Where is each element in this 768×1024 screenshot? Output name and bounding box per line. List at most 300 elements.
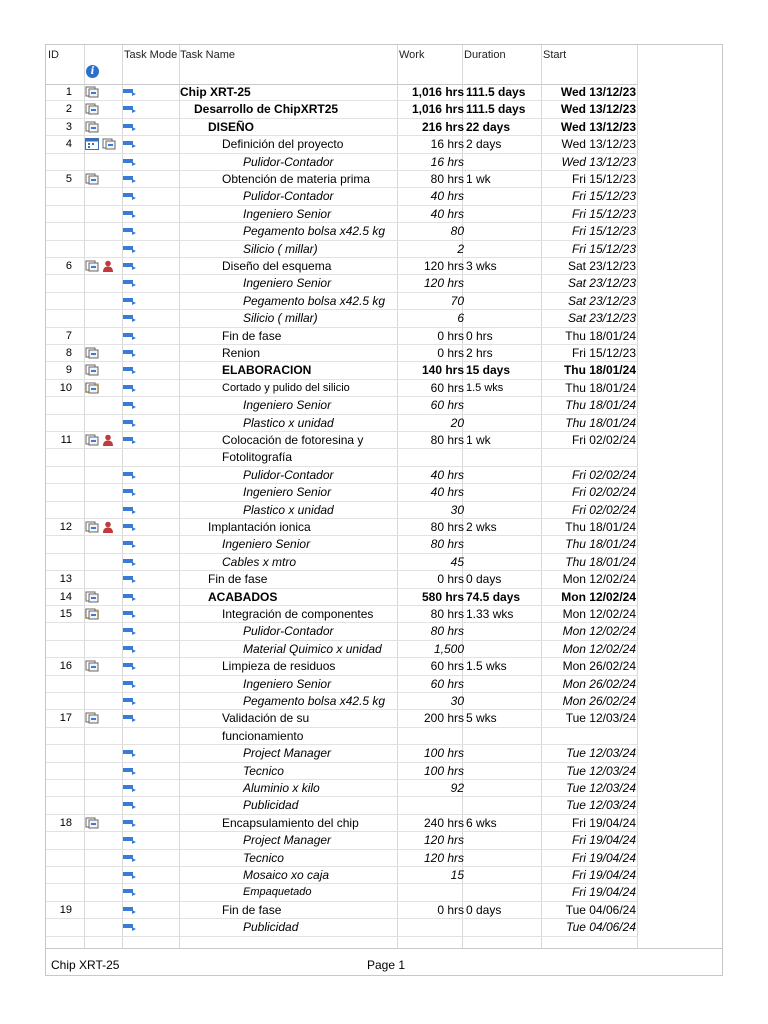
row-id: 7 <box>65 329 72 342</box>
auto-schedule-icon[interactable] <box>123 488 137 497</box>
row-id: 8 <box>65 347 72 359</box>
row-task-name[interactable]: Aluminio x kilo <box>243 781 320 795</box>
auto-schedule-icon[interactable] <box>123 714 137 723</box>
row-start: Tue 12/03/24 <box>566 763 636 778</box>
row-work: 40 hrs <box>430 206 464 221</box>
row-work: 16 hrs <box>430 154 464 169</box>
row-start: Mon 12/02/24 <box>561 589 636 604</box>
row-start: Fri 19/04/24 <box>571 815 636 830</box>
task-icon[interactable] <box>85 173 99 185</box>
row-task-name[interactable]: Integración de componentes <box>222 607 374 621</box>
row-work: 1,016 hrs <box>411 102 464 117</box>
table-row[interactable] <box>46 101 638 118</box>
task-icon[interactable] <box>85 591 99 603</box>
row-start: Tue 04/06/24 <box>566 920 636 935</box>
row-start: Fri 15/12/23 <box>571 206 636 221</box>
row-id: 4 <box>65 138 72 151</box>
row-start: Fri 02/02/24 <box>571 467 636 482</box>
row-duration: 74.5 days <box>466 589 521 604</box>
row-start: Fri 19/04/24 <box>571 850 636 865</box>
header-start[interactable]: Start <box>543 49 567 61</box>
row-work: 240 hrs <box>423 815 464 830</box>
row-work: 580 hrs <box>421 589 464 604</box>
row-id: 10 <box>59 381 72 394</box>
row-start: Fri 19/04/24 <box>571 868 636 882</box>
row-work: 15 <box>450 868 464 882</box>
row-start: Wed 13/12/23 <box>560 102 636 117</box>
table-row[interactable] <box>46 606 638 623</box>
row-start: Thu 18/01/24 <box>565 328 636 343</box>
auto-schedule-icon[interactable] <box>123 419 137 428</box>
row-work: 6 <box>457 311 464 326</box>
info-icon[interactable]: i <box>86 65 99 78</box>
row-task-name[interactable]: Cortado y pulido del silicio <box>222 381 350 394</box>
row-id: 1 <box>65 86 72 98</box>
row-task-name[interactable]: Limpieza de residuos <box>222 659 336 674</box>
task-icon[interactable] <box>85 712 99 724</box>
table-row[interactable] <box>46 380 638 397</box>
auto-schedule-icon[interactable] <box>123 245 137 254</box>
row-duration: 1.33 wks <box>466 607 514 621</box>
row-duration: 1 wk <box>466 433 491 447</box>
row-start: Sat 23/12/23 <box>567 259 636 273</box>
row-start: Fri 15/12/23 <box>571 241 636 256</box>
auto-schedule-icon[interactable] <box>123 506 137 515</box>
row-duration: 1.5 wks <box>466 659 507 674</box>
row-duration: 111.5 days <box>466 102 526 117</box>
table-row[interactable] <box>46 154 638 171</box>
row-task-name[interactable]: Publicidad <box>243 920 299 935</box>
table-row[interactable] <box>46 554 638 571</box>
row-task-name[interactable]: Ingeniero Senior <box>243 276 332 291</box>
row-work: 140 hrs <box>421 363 464 378</box>
row-work: 120 hrs <box>423 833 464 848</box>
row-duration: 111.5 days <box>466 85 526 99</box>
row-start: Sat 23/12/23 <box>567 293 636 308</box>
gantt-sheet <box>45 44 723 976</box>
auto-schedule-icon[interactable] <box>123 349 137 358</box>
table-row[interactable] <box>46 171 638 188</box>
task-icon[interactable] <box>85 121 99 133</box>
row-task-name[interactable]: Pegamento bolsa x42.5 kg <box>243 694 386 708</box>
auto-schedule-icon[interactable] <box>123 227 137 236</box>
auto-schedule-icon[interactable] <box>123 123 137 132</box>
row-task-name[interactable]: Project Manager <box>243 833 332 848</box>
row-start: Thu 18/01/24 <box>565 398 636 413</box>
row-id: 6 <box>65 260 72 272</box>
row-id: 16 <box>59 660 72 673</box>
row-id: 12 <box>59 521 72 533</box>
auto-schedule-icon[interactable] <box>123 836 137 845</box>
task-icon[interactable] <box>85 817 99 829</box>
row-duration: 1.5 wks <box>466 381 504 394</box>
header-duration[interactable]: Duration <box>464 49 506 61</box>
header-task-name[interactable]: Task Name <box>180 49 236 61</box>
footer-page-number: Page 1 <box>367 958 406 972</box>
table-row[interactable] <box>46 536 638 553</box>
row-start: Fri 02/02/24 <box>571 485 636 500</box>
row-start: Thu 18/01/24 <box>565 380 636 395</box>
auto-schedule-icon[interactable] <box>123 906 137 915</box>
auto-schedule-icon[interactable] <box>123 923 137 932</box>
auto-schedule-icon[interactable] <box>123 332 137 341</box>
auto-schedule-icon[interactable] <box>123 540 137 549</box>
table-row[interactable] <box>46 275 638 292</box>
row-task-name[interactable]: ELABORACION <box>222 363 312 378</box>
row-task-name[interactable]: Cables x mtro <box>222 554 297 569</box>
row-work: 30 <box>450 502 464 517</box>
row-start: Mon 26/02/24 <box>562 659 636 674</box>
row-work: 16 hrs <box>430 137 464 152</box>
row-task-name[interactable]: Renion <box>222 346 261 360</box>
task-icon[interactable] <box>85 86 99 98</box>
row-start: Tue 04/06/24 <box>565 902 636 917</box>
row-task-name[interactable]: Obtención de materia prima <box>222 172 371 186</box>
table-row[interactable] <box>46 502 638 519</box>
row-task-name[interactable]: DISEÑO <box>208 119 255 134</box>
row-task-name[interactable]: Pulidor-Contador <box>243 624 334 639</box>
table-row[interactable] <box>46 519 638 536</box>
row-start: Wed 13/12/23 <box>560 119 636 134</box>
table-row[interactable] <box>46 206 638 223</box>
table-row[interactable] <box>46 867 638 884</box>
row-duration: 15 days <box>466 363 511 378</box>
row-start: Thu 18/01/24 <box>565 537 636 552</box>
auto-schedule-icon[interactable] <box>123 801 137 810</box>
resource-person-icon[interactable] <box>102 434 114 446</box>
row-work: 40 hrs <box>430 485 464 500</box>
row-work: 60 hrs <box>430 398 464 413</box>
row-task-name[interactable]: Mosaico xo caja <box>243 868 330 882</box>
auto-schedule-icon[interactable] <box>123 697 137 706</box>
auto-schedule-icon[interactable] <box>123 175 137 184</box>
row-start: Fri 02/02/24 <box>571 433 636 447</box>
row-duration: 0 days <box>466 572 502 587</box>
row-duration: 2 days <box>466 137 502 152</box>
row-work: 60 hrs <box>430 659 464 674</box>
auto-schedule-icon[interactable] <box>123 610 137 619</box>
auto-schedule-icon[interactable] <box>123 784 137 793</box>
auto-schedule-icon[interactable] <box>123 523 137 532</box>
row-task-name[interactable]: Material Quimico x unidad <box>243 641 382 656</box>
row-start: Wed 13/12/23 <box>561 154 636 169</box>
row-start: Fri 19/04/24 <box>571 833 636 848</box>
row-start: Fri 15/12/23 <box>571 172 636 186</box>
auto-schedule-icon[interactable] <box>123 854 137 863</box>
resource-person-icon[interactable] <box>102 260 114 272</box>
row-start: Tue 12/03/24 <box>566 798 636 813</box>
row-task-name[interactable]: Silicio ( millar) <box>243 311 318 326</box>
header-task-mode[interactable]: Task Mode <box>124 49 178 61</box>
row-task-name[interactable]: Silicio ( millar) <box>243 241 318 256</box>
row-work: 45 <box>450 554 464 569</box>
table-row[interactable] <box>46 432 638 449</box>
auto-schedule-icon[interactable] <box>123 871 137 880</box>
row-start: Fri 15/12/23 <box>571 224 636 239</box>
row-task-name[interactable]: Definición del proyecto <box>222 137 344 152</box>
row-work: 80 hrs <box>430 433 464 447</box>
auto-schedule-icon[interactable] <box>123 749 137 758</box>
row-task-name[interactable]: Implantación ionica <box>208 520 311 534</box>
row-id: 18 <box>59 816 72 829</box>
table-row[interactable] <box>46 136 638 153</box>
auto-schedule-icon[interactable] <box>123 314 137 323</box>
row-task-name[interactable]: Empaquetado <box>243 886 312 899</box>
table-row[interactable] <box>46 658 638 675</box>
row-start: Mon 12/02/24 <box>562 572 636 587</box>
row-work: 2 <box>457 241 464 256</box>
row-start: Thu 18/01/24 <box>565 520 636 534</box>
row-task-name[interactable]: Chip XRT-25 <box>180 85 251 99</box>
row-id: 3 <box>65 120 72 133</box>
row-task-name[interactable]: Ingeniero Senior <box>243 206 332 221</box>
auto-schedule-icon[interactable] <box>123 105 137 114</box>
row-start: Tue 12/03/24 <box>565 711 636 726</box>
auto-schedule-icon[interactable] <box>123 88 137 97</box>
auto-schedule-icon[interactable] <box>123 558 137 567</box>
row-work: 200 hrs <box>423 711 464 726</box>
row-duration: 22 days <box>466 119 511 134</box>
auto-schedule-icon[interactable] <box>123 140 137 149</box>
table-row[interactable] <box>46 310 638 327</box>
table-row[interactable] <box>46 850 638 867</box>
row-work: 1,500 <box>433 641 464 656</box>
page-footer <box>45 948 723 977</box>
row-start: Wed 13/12/23 <box>560 85 636 99</box>
auto-schedule-icon[interactable] <box>123 262 137 271</box>
row-task-name[interactable]: Pegamento bolsa x42.5 kg <box>243 224 386 239</box>
auto-schedule-icon[interactable] <box>123 192 137 201</box>
row-work: 80 hrs <box>430 624 464 639</box>
row-task-name[interactable]: Ingeniero Senior <box>243 676 332 691</box>
auto-schedule-icon[interactable] <box>123 888 137 897</box>
table-row[interactable] <box>46 919 638 936</box>
row-task-name[interactable]: ACABADOS <box>208 589 278 604</box>
row-task-name[interactable]: Encapsulamiento del chip <box>222 815 359 830</box>
row-start: Fri 15/12/23 <box>571 189 636 204</box>
table-row[interactable] <box>46 623 638 640</box>
table-row[interactable] <box>46 345 638 362</box>
row-work: 0 hrs <box>437 572 464 587</box>
calendar-icon[interactable] <box>85 138 101 150</box>
row-work: 20 <box>450 415 464 430</box>
row-task-name[interactable]: Fin de fase <box>208 572 268 587</box>
task-icon[interactable] <box>85 347 99 359</box>
table-row[interactable] <box>46 780 638 797</box>
calendar-task-icon[interactable] <box>102 138 116 150</box>
table-row[interactable] <box>46 397 638 414</box>
row-start: Mon 26/02/24 <box>562 676 636 691</box>
row-duration: 0 days <box>466 902 502 917</box>
row-task-name[interactable]: Pegamento bolsa x42.5 kg <box>243 293 386 308</box>
header-work[interactable]: Work <box>399 49 425 61</box>
table-row[interactable] <box>46 641 638 658</box>
table-row[interactable] <box>46 241 638 258</box>
auto-schedule-icon[interactable] <box>123 366 137 375</box>
resource-person-icon[interactable] <box>102 521 114 533</box>
row-work: 0 hrs <box>437 902 464 917</box>
row-id: 13 <box>59 573 72 586</box>
row-task-name[interactable]: Validación de su <box>222 711 310 726</box>
row-work: 40 hrs <box>430 467 464 482</box>
auto-schedule-icon[interactable] <box>123 471 137 480</box>
table-row[interactable] <box>46 884 638 901</box>
auto-schedule-icon[interactable] <box>123 767 137 776</box>
table-row[interactable] <box>46 328 638 345</box>
table-row[interactable] <box>46 467 638 484</box>
auto-schedule-icon[interactable] <box>123 436 137 445</box>
row-task-name[interactable]: Plastico x unidad <box>243 415 334 430</box>
task-icon[interactable] <box>85 364 99 376</box>
row-start: Mon 12/02/24 <box>562 641 636 656</box>
row-duration: 3 wks <box>466 259 497 273</box>
row-task-name[interactable]: Fin de fase <box>222 328 282 343</box>
row-task-name[interactable]: funcionamiento <box>222 728 304 743</box>
row-start: Fri 15/12/23 <box>571 346 636 360</box>
table-row[interactable] <box>46 362 638 379</box>
table-row[interactable] <box>46 728 638 745</box>
row-start: Fri 02/02/24 <box>571 502 636 517</box>
row-task-name[interactable]: Fotolitografía <box>222 450 293 465</box>
row-id: 5 <box>65 173 72 185</box>
row-work: 0 hrs <box>437 346 464 360</box>
task-icon[interactable] <box>85 660 99 672</box>
table-row[interactable] <box>46 119 638 136</box>
auto-schedule-icon[interactable] <box>123 593 137 602</box>
task-icon[interactable] <box>85 103 99 115</box>
table-row[interactable] <box>46 258 638 275</box>
row-work: 80 <box>450 224 464 239</box>
row-start: Wed 13/12/23 <box>561 137 636 152</box>
row-start: Thu 18/01/24 <box>565 554 636 569</box>
row-task-name[interactable]: Diseño del esquema <box>222 259 332 273</box>
task-person-icon[interactable] <box>85 260 99 272</box>
row-work: 80 hrs <box>430 537 464 552</box>
row-work: 120 hrs <box>423 259 464 273</box>
row-work: 100 hrs <box>423 763 464 778</box>
row-work: 92 <box>450 781 464 795</box>
table-row[interactable] <box>46 710 638 727</box>
row-work: 70 <box>450 293 464 308</box>
row-start: Thu 18/01/24 <box>563 363 636 378</box>
row-work: 80 hrs <box>430 607 464 621</box>
table-row[interactable] <box>46 832 638 849</box>
row-duration: 2 hrs <box>466 346 493 360</box>
auto-schedule-icon[interactable] <box>123 158 137 167</box>
auto-schedule-icon[interactable] <box>123 819 137 828</box>
auto-schedule-icon[interactable] <box>123 645 137 654</box>
table-row[interactable] <box>46 188 638 205</box>
row-id: 17 <box>59 712 72 725</box>
row-work: 120 hrs <box>423 850 464 865</box>
table-row[interactable] <box>46 293 638 310</box>
row-start: Fri 19/04/24 <box>571 885 636 900</box>
note-task-icon[interactable] <box>85 382 99 394</box>
row-work: 30 <box>450 694 464 708</box>
table-row[interactable] <box>46 763 638 780</box>
table-row[interactable] <box>46 797 638 814</box>
auto-schedule-icon[interactable] <box>123 627 137 636</box>
row-task-name[interactable]: Pulidor-Contador <box>243 467 334 482</box>
header-id[interactable]: ID <box>48 49 59 61</box>
row-work: 80 hrs <box>430 172 464 186</box>
row-task-name[interactable]: Ingeniero Senior <box>243 485 332 500</box>
row-duration: 2 wks <box>466 520 497 534</box>
auto-schedule-icon[interactable] <box>123 680 137 689</box>
table-row[interactable] <box>46 84 638 101</box>
row-work: 216 hrs <box>421 119 464 134</box>
table-row[interactable] <box>46 745 638 762</box>
auto-schedule-icon[interactable] <box>123 662 137 671</box>
table-row[interactable] <box>46 589 638 606</box>
table-row[interactable] <box>46 223 638 240</box>
row-start: Thu 18/01/24 <box>565 415 636 430</box>
row-id: 14 <box>59 590 72 603</box>
auto-schedule-icon[interactable] <box>123 297 137 306</box>
row-task-name[interactable]: Tecnico <box>243 850 284 865</box>
row-task-name[interactable]: Desarrollo de ChipXRT25 <box>194 102 339 117</box>
row-work: 1,016 hrs <box>411 85 464 99</box>
auto-schedule-icon[interactable] <box>123 575 137 584</box>
row-work: 120 hrs <box>423 276 464 291</box>
task-person-icon[interactable] <box>85 434 99 446</box>
table-row[interactable] <box>46 676 638 693</box>
row-task-name[interactable]: Publicidad <box>243 798 299 813</box>
table-row[interactable] <box>46 815 638 832</box>
row-duration: 5 wks <box>466 711 497 726</box>
row-work: 60 hrs <box>430 676 464 691</box>
row-start: Sat 23/12/23 <box>567 311 636 326</box>
table-row[interactable] <box>46 484 638 501</box>
auto-schedule-icon[interactable] <box>123 401 137 410</box>
row-duration: 0 hrs <box>466 328 493 343</box>
row-task-name[interactable]: Pulidor-Contador <box>243 154 334 169</box>
row-task-name[interactable]: Fin de fase <box>222 902 282 917</box>
row-task-name[interactable]: Plastico x unidad <box>243 502 334 517</box>
row-work: 100 hrs <box>423 746 464 761</box>
row-work: 40 hrs <box>430 189 464 204</box>
row-work: 80 hrs <box>430 520 464 534</box>
row-work: 60 hrs <box>430 380 464 395</box>
note-task-icon[interactable] <box>85 608 99 620</box>
row-start: Mon 12/02/24 <box>562 607 636 621</box>
auto-schedule-icon[interactable] <box>123 384 137 393</box>
table-row[interactable] <box>46 693 638 710</box>
row-start: Tue 12/03/24 <box>566 746 636 761</box>
table-row[interactable] <box>46 571 638 588</box>
row-task-name[interactable]: Pulidor-Contador <box>243 189 334 204</box>
row-start: Sat 23/12/23 <box>567 276 636 291</box>
row-task-name[interactable]: Colocación de fotoresina y <box>222 433 364 447</box>
row-task-name[interactable]: Tecnico <box>243 763 284 778</box>
row-task-name[interactable]: Project Manager <box>243 746 332 761</box>
row-id: 2 <box>65 103 72 116</box>
row-task-name[interactable]: Ingeniero Senior <box>222 537 311 552</box>
auto-schedule-icon[interactable] <box>123 279 137 288</box>
table-row[interactable] <box>46 449 638 466</box>
row-id: 9 <box>65 364 72 377</box>
row-start: Tue 12/03/24 <box>566 781 636 795</box>
row-duration: 1 wk <box>466 172 491 186</box>
table-row[interactable] <box>46 902 638 919</box>
row-task-name[interactable]: Ingeniero Senior <box>243 398 332 413</box>
auto-schedule-icon[interactable] <box>123 210 137 219</box>
row-id: 11 <box>60 434 72 446</box>
task-person-icon[interactable] <box>85 521 99 533</box>
table-row[interactable] <box>46 415 638 432</box>
footer-project-name: Chip XRT-25 <box>51 958 120 972</box>
row-start: Mon 12/02/24 <box>562 624 636 639</box>
